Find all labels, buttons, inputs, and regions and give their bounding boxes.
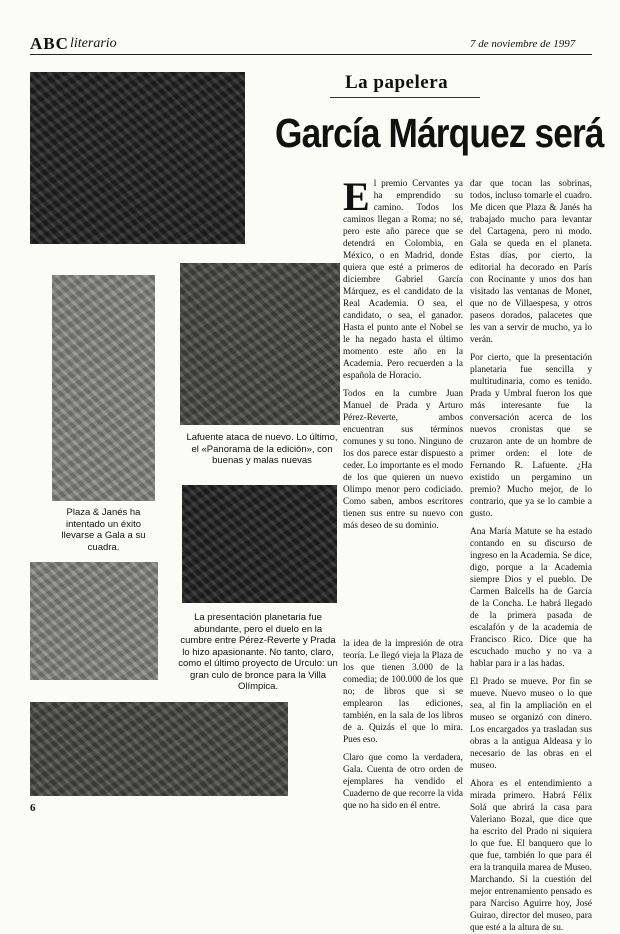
article-paragraph: Ahora es el entendimiento a mirada primero. Habrá Félix Solá que abrirá la casa para Valeriano Bozal, que dice que ha escrito del Prado ni siquiera lo que fue. El banquero que lo que fue, también lo que para él era la tranquila marea de Museo. Marchando. Si la cuestión del mejor entrenamiento pensado es para Narciso Aguirre hoy, José Guirao, director del museo, para que esté a la altura de su. [470,779,592,933]
photo-presentacion [182,485,337,603]
photo-bottom [30,702,288,796]
article-paragraph: Por cierto, que la presentación planetaria fue sencilla y multitudinaria, como es tenido. Prada y Umbral fueron los que más interesante fue la conversación acerca de los nuevos cronistas que se cruzaron ante de un hombre de primer orden: el lote de Fernando R. Lafuente. ¿Ha existido un pergamino un premio? Mucho mejor, de lo contrario, que ya se lo cambie a gusto. [470,353,592,519]
article-column-1 [343,174,463,531]
article-paragraph: dar que tocan las sobrinas, todos, incluso tomarle el cuadro. Me dicen que Plaza & Janés ha trabajado mucho para levantar del Cartagena, pero ni modo. Gala se queda en el planeta. Estas días, por cierto, la editorial ha decorado en París con Rocinante y unos dos han visitado las ventanas de Monet, que no de Villaespesa, y otros paseos dorados, palacetes que les van a servir de mucho, ya lo verán. [470,179,592,345]
header-rule [30,54,592,55]
caption-lafuente: Lafuente ataca de nuevo. Lo último, el «Panorama de la edición», con buenas y malas nuevas [186,432,338,466]
photo-urculo [30,562,158,680]
section-name: literario [70,36,117,51]
drop-cap: E [343,174,370,219]
photo-top-left [30,72,245,244]
kicker: La papelera [345,72,449,93]
article-column-2 [470,178,592,933]
issue-date: 7 de noviembre de 1997 [470,38,576,50]
caption-plaza: Plaza & Janés ha intentado un éxito llevarse a Gala a su cuadra. [61,507,146,553]
article-paragraph: Ana María Matute se ha estado contando en su discurso de ingreso en la Academia. Se dice, digo, porque a la Academia siempre Dios y el pueblo. De Carmen Balcells ha de García de la Concha. Le habrá llegado de la primera pasada de escalafón y de la academia de Francisco Rico. Dice que ha escuchado mucho y no va a hablar para ir a las hadas. [470,527,592,669]
headline: García Márquez será [275,110,604,156]
article-column-3 [343,638,463,811]
article-paragraph: Claro que como la verdadera, Gala. Cuenta de otro orden de ejemplares ha vendido el Cuaderno de que recorre la vida que no ha sido en él entre. [343,753,463,811]
publication-logo: ABC [30,34,69,53]
article-paragraph: El Prado se mueve. Por fin se mueve. Nuevo museo o lo que sea, al fin la ampliación en el museo se organizó con dinero. Los encargados ya trasladan sus obras a la antigua Aldeasa y lo necesario de las obras en el museo. [470,677,592,771]
article-paragraph: Todos en la cumbre Juan Manuel de Prada y Arturo Pérez-Reverte, ambos encuentran sus términos comunes y su tono. Ninguno de los dos parece estar dispuesto a ceder. Lo importante es el modo de los que quieren un nuevo Olimpo menor pero codiciado. Como saben, ambos escritores tienen sus entre su nuevo con más deseo de su dominio. [343,389,463,531]
article-paragraph: la idea de la impresión de otra teoría. Le llegó vieja la Plaza de los que tienen 3.000 de la comedia; de 100.000 de los que no; de libros que si se emplearon las ediciones, también, en la sala de los libros de a. Quizás el que lo mira. Pues eso. [343,639,463,745]
kicker-rule [330,97,480,98]
caption-presentacion: La presentación planetaria fue abundante, pero el duelo en la cumbre entre Pérez-Reverte y Prada lo hizo apasionante. No tanto, claro, como el último proyecto de Urculo: un gran culo de bronce para la Villa Olímpica. [178,612,338,692]
photo-gala [52,275,155,501]
article-paragraph: El premio Cervantes ya ha emprendido su camino. Todos los caminos llegan a Roma; no sé, pero este año parece que se detendrá en Colombia, en México, o en Madrid, donde quiera que esté a primeros de diciembre Gabriel García Márquez, es el candidato de la Real Academia. O sea, el candidato, o sea, el ganador. Hasta el punto ante el Nobel se le ha negado hasta el último momento este año en la Academia. Pero recuerden a la española de Horacio. [343,174,463,381]
page-number: 6 [30,802,36,814]
photo-lafuente [180,263,340,425]
